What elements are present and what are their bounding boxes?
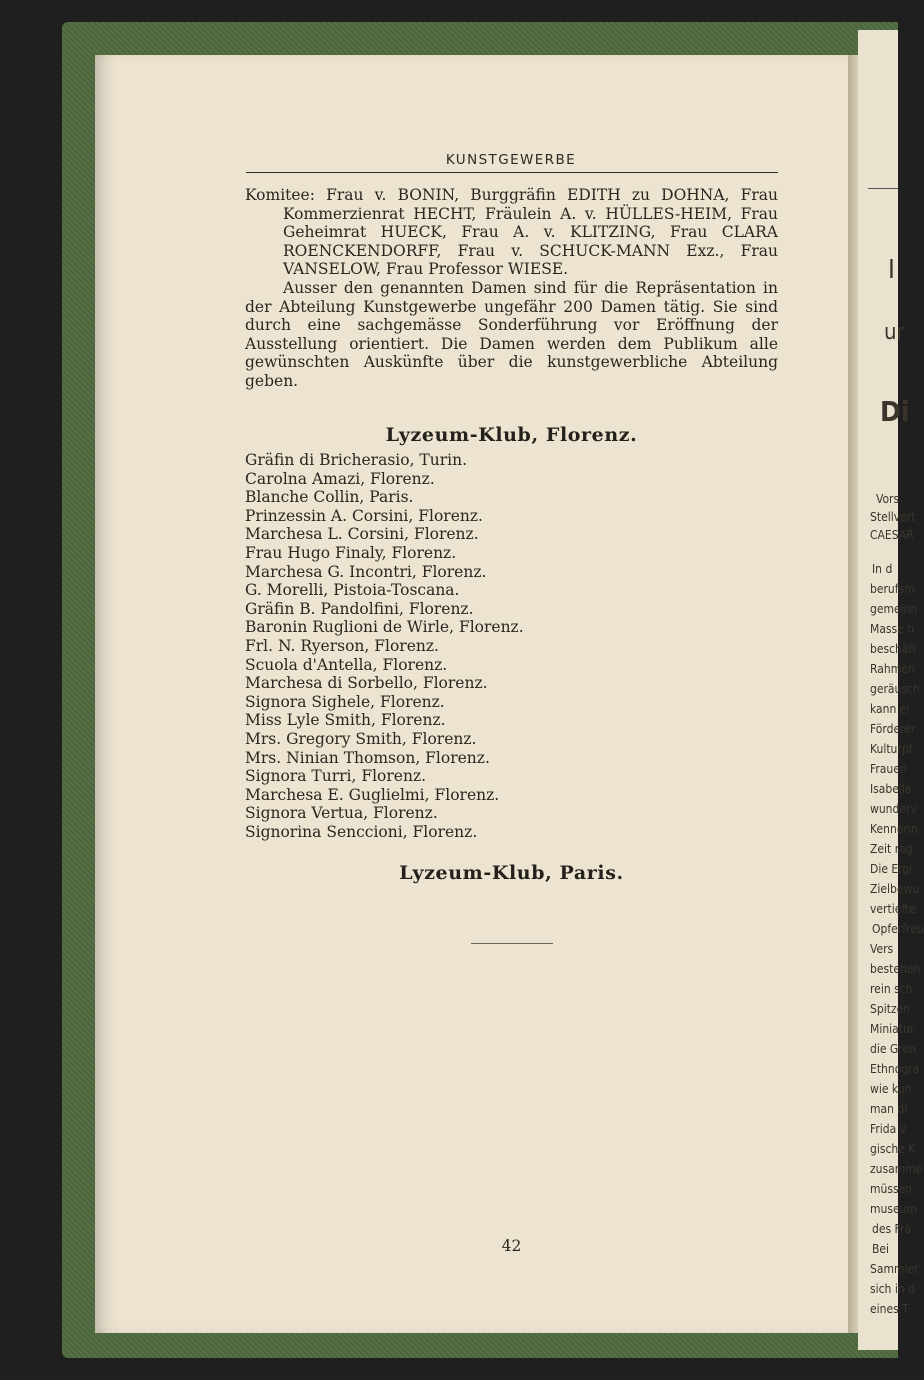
section-title-florenz: Lyzeum-Klub, Florenz. — [385, 424, 638, 446]
list-item: Signora Vertua, Florenz. — [245, 804, 438, 823]
body-text — [245, 186, 778, 391]
adjacent-fragment: Masse h — [870, 622, 915, 636]
adjacent-fragment: Stellvert — [870, 510, 916, 524]
adjacent-fragment: Ethnogra — [870, 1062, 920, 1076]
running-head-rule — [246, 172, 778, 173]
list-item: Signora Sighele, Florenz. — [245, 692, 445, 711]
list-item: Signora Turri, Florenz. — [245, 767, 427, 786]
end-rule — [471, 943, 553, 944]
adjacent-fragment: gische K — [870, 1142, 916, 1156]
list-item: Carolna Amazi, Florenz. — [245, 469, 435, 488]
member-list-florenz — [245, 451, 778, 841]
adjacent-fragment: Bei — [872, 1242, 890, 1256]
adjacent-fragment: gemeinn — [870, 602, 918, 616]
adjacent-fragment: Spitzen — [870, 1002, 911, 1016]
adjacent-fragment: I — [888, 255, 895, 285]
adjacent-fragment: geräusch — [870, 682, 920, 696]
adjacent-fragment: vertiefte — [870, 902, 916, 916]
adjacent-page-rule — [868, 188, 898, 189]
adjacent-fragment: Zielbewu — [870, 882, 920, 896]
adjacent-fragment: CAESAR — [870, 528, 914, 542]
adjacent-fragment: rein sch — [870, 982, 913, 996]
adjacent-fragment: müssen — [870, 1182, 913, 1196]
representation-paragraph: Ausser den genannten Damen sind für die Repräsentation in der Abteilung Kunstgewerbe ungefähr 200 Damen tätig. Sie sind durch eine sachgemässe Sonderführung vor Eröffnung der Ausstellung orientiert. Die Damen werden dem Publikum alle gewünschten Auskünfte über die kunstgewerbliche Abteilung geben. — [245, 278, 778, 390]
adjacent-fragment: Zeit rag — [870, 842, 913, 856]
adjacent-fragment: kann ei — [870, 702, 910, 716]
adjacent-fragment: sich in d — [870, 1282, 915, 1296]
adjacent-fragment: Die Ergi — [870, 862, 913, 876]
list-item: Frl. N. Ryerson, Florenz. — [245, 636, 439, 655]
adjacent-fragment: man di — [870, 1102, 908, 1116]
list-item: Gräfin B. Pandolfini, Florenz. — [245, 599, 474, 618]
adjacent-fragment: bestehen — [870, 962, 921, 976]
list-item: G. Morelli, Pistoia-Toscana. — [245, 581, 460, 600]
committee-paragraph: Komitee: Frau v. BONIN, Burggräfin EDITH zu DOHNA, Frau Kommerzienrat HECHT, Fräulein A. v. HÜLLES-HEIM, Frau Geheimrat HUECK, Frau A. v. KLITZING, Frau CLARA ROENCKENDORFF, Frau v. SCHUCK-MANN Exz., Frau VANSELOW, Frau Professor WIESE. — [245, 186, 778, 279]
section-title-paris: Lyzeum-Klub, Paris. — [399, 862, 624, 884]
list-item: Blanche Collin, Paris. — [245, 488, 414, 507]
adjacent-fragment: Sammler — [870, 1262, 919, 1276]
adjacent-fragment: Rahmen — [870, 662, 915, 676]
adjacent-fragment: beschäft — [870, 642, 917, 656]
list-item: Signorina Senccioni, Florenz. — [245, 822, 478, 841]
adjacent-fragment: Di — [880, 395, 910, 428]
running-head: KUNSTGEWERBE — [445, 152, 577, 168]
adjacent-fragment: wunderv — [870, 802, 917, 816]
adjacent-fragment: die Gren — [870, 1042, 916, 1056]
adjacent-fragment: Frauen — [870, 762, 907, 776]
adjacent-fragment: Frida v — [870, 1122, 907, 1136]
adjacent-fragment: Kulturpf — [870, 742, 913, 756]
adjacent-fragment: Miniatur — [870, 1022, 915, 1036]
adjacent-fragment: Isabella — [870, 782, 912, 796]
list-item: Prinzessin A. Corsini, Florenz. — [245, 506, 483, 525]
adjacent-page — [858, 30, 924, 1350]
adjacent-fragment: In d — [872, 562, 893, 576]
adjacent-fragment: Vers — [870, 942, 894, 956]
list-item: Mrs. Gregory Smith, Florenz. — [245, 729, 477, 748]
adjacent-fragment: Vors — [876, 492, 900, 506]
adjacent-fragment: des Frä — [872, 1222, 911, 1236]
page-number: 42 — [501, 1237, 522, 1255]
list-item: Frau Hugo Finaly, Florenz. — [245, 543, 457, 562]
adjacent-fragment: Kennerin — [870, 822, 918, 836]
list-item: Baronin Ruglioni de Wirle, Florenz. — [245, 618, 524, 637]
list-item: Marchesa E. Guglielmi, Florenz. — [245, 785, 500, 804]
page-edge — [848, 55, 858, 1333]
list-item: Mrs. Ninian Thomson, Florenz. — [245, 748, 490, 767]
list-item: Marchesa G. Incontri, Florenz. — [245, 562, 487, 581]
list-item: Miss Lyle Smith, Florenz. — [245, 711, 446, 730]
list-item: Gräfin di Bricherasio, Turin. — [245, 451, 468, 469]
list-item: Marchesa L. Corsini, Florenz. — [245, 525, 479, 544]
adjacent-fragment: wie kun — [870, 1082, 912, 1096]
adjacent-fragment: zusamme — [870, 1162, 923, 1176]
adjacent-fragment: Förderer — [870, 722, 916, 736]
adjacent-fragment: museum — [870, 1202, 917, 1216]
adjacent-fragment: eines T — [870, 1302, 909, 1316]
list-item: Scuola d'Antella, Florenz. — [245, 655, 448, 674]
adjacent-fragment: Opferfreu — [872, 922, 924, 936]
adjacent-fragment: ur — [884, 320, 905, 345]
list-item: Marchesa di Sorbello, Florenz. — [245, 674, 488, 693]
adjacent-fragment: berufsm — [870, 582, 915, 596]
